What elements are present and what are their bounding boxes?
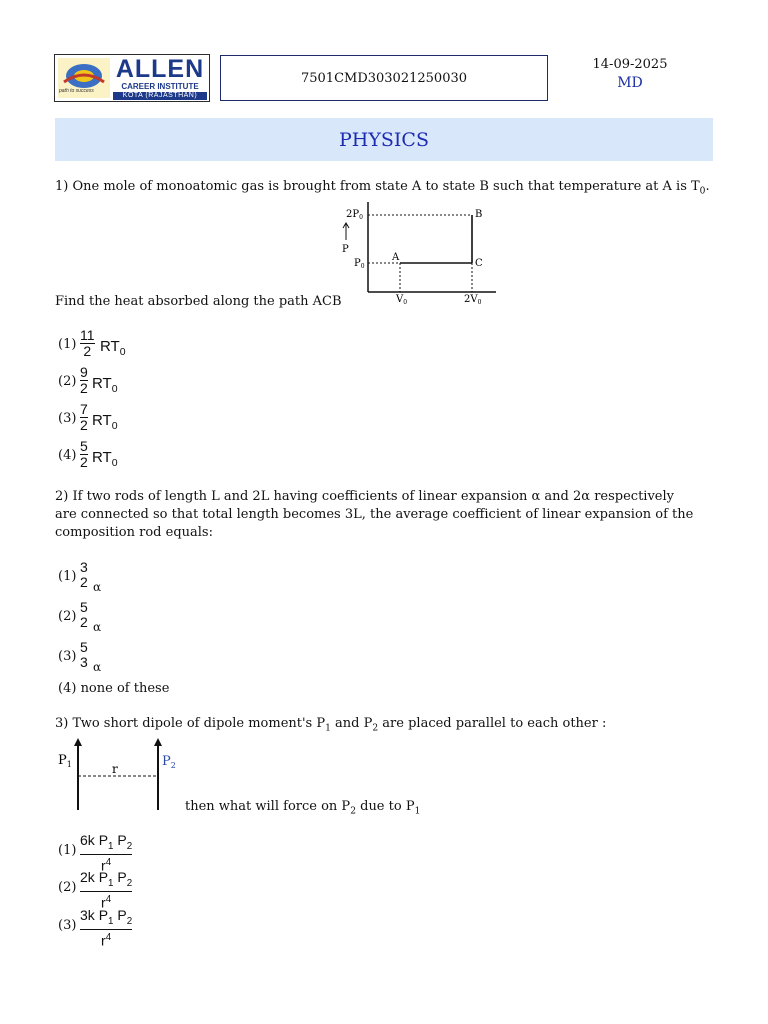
label-v0: $V_0$ — [396, 294, 408, 306]
q1-option-4-rt: $RT_0$ — [92, 449, 118, 469]
label-point-b: B — [475, 209, 483, 220]
label-point-a: A — [392, 252, 400, 263]
q3-option-1-frac: 6k $P_1$ $P_2$ $r^4$ — [80, 832, 133, 874]
q1-option-2-frac: 9 2 — [80, 364, 88, 396]
q3-prompt — [185, 798, 420, 821]
q1-statement-sub: 0 — [699, 186, 706, 197]
label-2p0: $2P_0$ — [346, 209, 363, 221]
q2-option-4[interactable] — [58, 681, 169, 696]
q2-line-3: composition rod equals: — [55, 525, 213, 540]
dipole-figure — [56, 736, 186, 812]
q1-number: 1) — [55, 179, 69, 194]
paper-code-box — [220, 55, 548, 101]
q2-option-2-label[interactable]: (2) — [58, 609, 77, 624]
q2-text — [55, 488, 735, 542]
logo-brand: ALLEN — [115, 55, 205, 83]
q1-option-1-rt: $RT_0$ — [100, 338, 126, 358]
q3-prompt-sub-1: 2 — [350, 806, 356, 817]
logo-subtitle: CAREER INSTITUTE — [121, 82, 199, 91]
q1-option-3-label[interactable]: (3) — [58, 411, 77, 426]
q1-option-2-rt: $RT_0$ — [92, 375, 118, 395]
allen-logo — [54, 54, 210, 102]
q1-option-1-label[interactable]: (1) — [58, 337, 77, 352]
logo-location: KOTA (RAJASTHAN) — [113, 92, 207, 100]
q3-sub-1: 1 — [325, 723, 331, 734]
subject-banner — [55, 118, 713, 161]
stream-label: MD — [617, 75, 643, 91]
q3-prompt-b: due to P — [355, 799, 415, 814]
q3-statement-b: and P — [330, 716, 373, 731]
pv-graph — [338, 200, 498, 310]
q3-prompt-a: then what will force on P — [185, 799, 351, 814]
q1-statement: One mole of monoatomic gas is brought from state A to state B such that temperature at A is T — [72, 179, 700, 194]
q2-line-1: If two rods of length L and 2L having coefficients of linear expansion α and 2α respectively — [72, 489, 674, 504]
q2-option-1-alpha: α — [93, 580, 102, 594]
label-r: r — [112, 762, 118, 776]
q2-option-3-alpha: α — [93, 660, 102, 674]
q3-statement-a: Two short dipole of dipole moment's P — [72, 716, 326, 731]
q2-option-4-label: (4) — [58, 681, 77, 696]
label-p0: $P_0$ — [354, 258, 365, 270]
q2-option-2-frac: 5 2 — [80, 599, 88, 630]
q2-option-1-label[interactable]: (1) — [58, 569, 77, 584]
q1-option-4-label[interactable]: (4) — [58, 448, 77, 463]
label-p-axis: P — [342, 244, 349, 255]
subject-title: PHYSICS — [339, 128, 429, 151]
q1-prompt: Find the heat absorbed along the path ACB — [55, 294, 342, 309]
label-p2: $P_2$ — [162, 754, 176, 770]
q2-option-1-frac: 3 2 — [80, 559, 88, 590]
q1-statement-end: . — [705, 179, 710, 194]
q1-option-3-frac: 7 2 — [80, 401, 88, 433]
q2-option-4-text: none of these — [80, 681, 170, 696]
q3-number: 3) — [55, 716, 69, 731]
label-point-c: C — [475, 258, 483, 269]
q3-sub-2: 2 — [372, 723, 379, 734]
q2-line-2: are connected so that total length becomes 3L, the average coefficient of linear expansion of the — [55, 507, 694, 522]
q1-option-3-rt: $RT_0$ — [92, 412, 118, 432]
q2-option-3-frac: 5 3 — [80, 639, 88, 670]
q1-option-2-label[interactable]: (2) — [58, 374, 77, 389]
q2-option-3-label[interactable]: (3) — [58, 649, 77, 664]
q1-option-4-frac: 5 2 — [80, 438, 88, 470]
label-2v0: $2V_0$ — [464, 294, 482, 306]
label-p1: $P_1$ — [58, 753, 72, 769]
q3-option-2-label[interactable]: (2) — [58, 880, 77, 895]
q1-option-1-frac: 11 2 — [80, 327, 95, 359]
q2-option-2-alpha: α — [93, 620, 102, 634]
q1-text — [55, 178, 715, 201]
paper-code: 7501CMD303021250030 — [300, 70, 468, 86]
q3-option-2-frac: 2k $P_1$ $P_2$ $r^4$ — [80, 869, 133, 911]
test-date: 14-09-2025 — [592, 57, 668, 72]
q3-option-3-frac: 3k $P_1$ $P_2$ $r^4$ — [80, 907, 133, 949]
q3-option-1-label[interactable]: (1) — [58, 843, 77, 858]
q2-number: 2) — [55, 489, 69, 504]
logo-tagline: path to success — [59, 88, 94, 94]
q3-statement-c: are placed parallel to each other : — [378, 716, 607, 731]
q3-text — [55, 715, 735, 738]
q3-option-3-label[interactable]: (3) — [58, 918, 77, 933]
q3-prompt-sub-2: 1 — [414, 806, 421, 817]
